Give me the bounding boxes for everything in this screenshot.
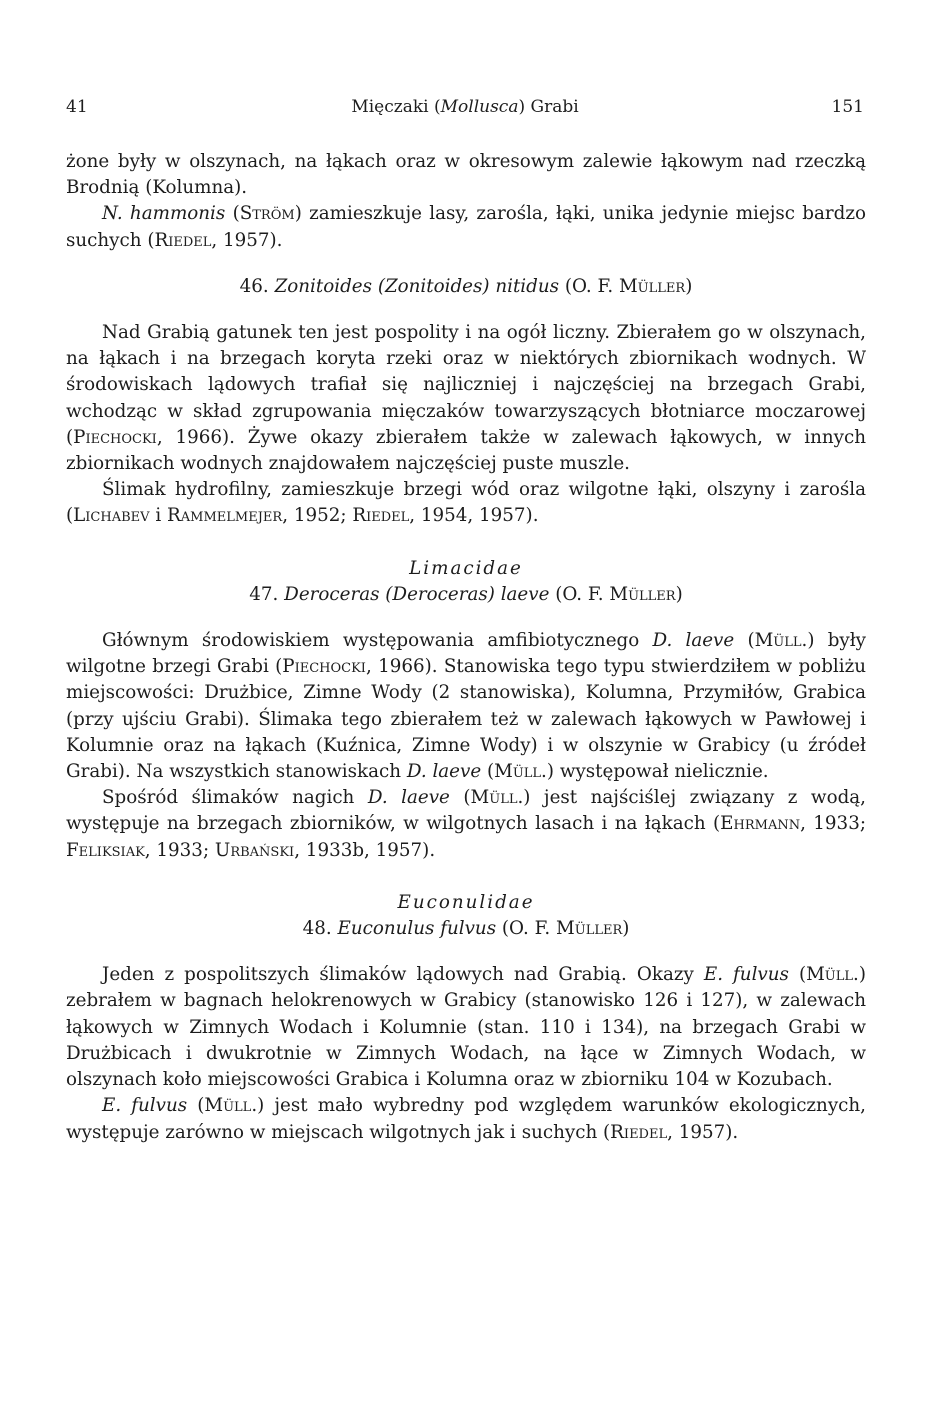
paragraph: N. hammonis (Ström) zamieszkuje lasy, zarośla, łąki, unika jedynie miejsc bardzo suchych (Riedel, 1957). <box>66 203 866 251</box>
paragraph: Głównym środowiskiem występowania amfibiotycznego D. laeve (Müll.) były wilgotne brzegi Grabi (Piechocki, 1966). Stanowiska tego typu stwierdziłem w pobliżu miejscowości: Drużbice, Zimne Wody (2 stanowiska), Kolumna, Przymiłów, Grabica (przy ujściu Grabi). Ślimaka tego zbierałem też w zalewach łąkowych w Pawłowej i Kolumnie oraz na łąkach (Kuźnica, Zimne Wody) i w olszynie w Grabicy (u źródeł Grabi). Na wszystkich stanowiskach D. laeve (Müll.) występował nielicznie. <box>66 630 866 783</box>
running-header <box>66 97 864 121</box>
paragraph: żone były w olszynach, na łąkach oraz w okresowym zalewie łąkowym nad rzeczką Brodnią (Kolumna). <box>66 151 866 199</box>
species-heading-47: 47. Deroceras (Deroceras) laeve (O. F. Müller) <box>249 583 683 605</box>
family-heading-limacidae: Limacidae <box>409 557 523 579</box>
paragraph: Ślimak hydrofilny, zamieszkuje brzegi wód oraz wilgotne łąki, olszyny i zarośla (Lichabev i Rammelmejer, 1952; Riedel, 1954, 1957). <box>66 479 866 527</box>
paragraph: Spośród ślimaków nagich D. laeve (Müll.) jest najściślej związany z wodą, występuje na brzegach zbiorników, w wilgotnych lasach i na łąkach (Ehrmann, 1933; Feliksiak, 1933; Urbański, 1933b, 1957). <box>66 787 866 861</box>
page-number: 151 <box>831 97 864 117</box>
header-section-number: 41 <box>66 97 88 117</box>
species-heading-46: 46. Zonitoides (Zonitoides) nitidus (O. F. Müller) <box>239 275 693 297</box>
paragraph: E. fulvus (Müll.) jest mało wybredny pod względem warunków ekologicznych, występuje zarówno w miejscach wilgotnych jak i suchych (Riedel, 1957). <box>66 1095 866 1143</box>
paragraph: Jeden z pospolitszych ślimaków lądowych nad Grabią. Okazy E. fulvus (Müll.) zebrałem w bagnach helokrenowych w Grabicy (stanowisko 126 i 127), w zalewach łąkowych w Zimnych Wodach i Kolumnie (stan. 110 i 134), na brzegach Grabi w Drużbicach i dwukrotnie w Zimnych Wodach, na łące w Zimnych Wodach, w olszynach koło miejscowości Grabica i Kolumna oraz w zbiorniku 104 w Kozubach. <box>66 964 866 1091</box>
header-title: Mięczaki (Mollusca) Grabi <box>351 97 579 117</box>
paragraph: Nad Grabią gatunek ten jest pospolity i na ogół liczny. Zbierałem go w olszynach, na łąkach i na brzegach koryta rzeki oraz w niektórych zbiornikach wodnych. W środowiskach lądowych trafiał się najliczniej i najczęściej na brzegach Grabi, wchodząc w skład zgrupowania mięczaków towarzyszących błotniarce moczarowej (Piechocki, 1966). Żywe okazy zbierałem także w zalewach łąkowych, w innych zbiornikach wodnych znajdowałem najczęściej puste muszle. <box>66 322 866 475</box>
page-body <box>66 149 866 1146</box>
species-heading-48: 48. Euconulus fulvus (O. F. Müller) <box>302 918 630 940</box>
family-heading-euconulidae: Euconulidae <box>397 891 535 913</box>
